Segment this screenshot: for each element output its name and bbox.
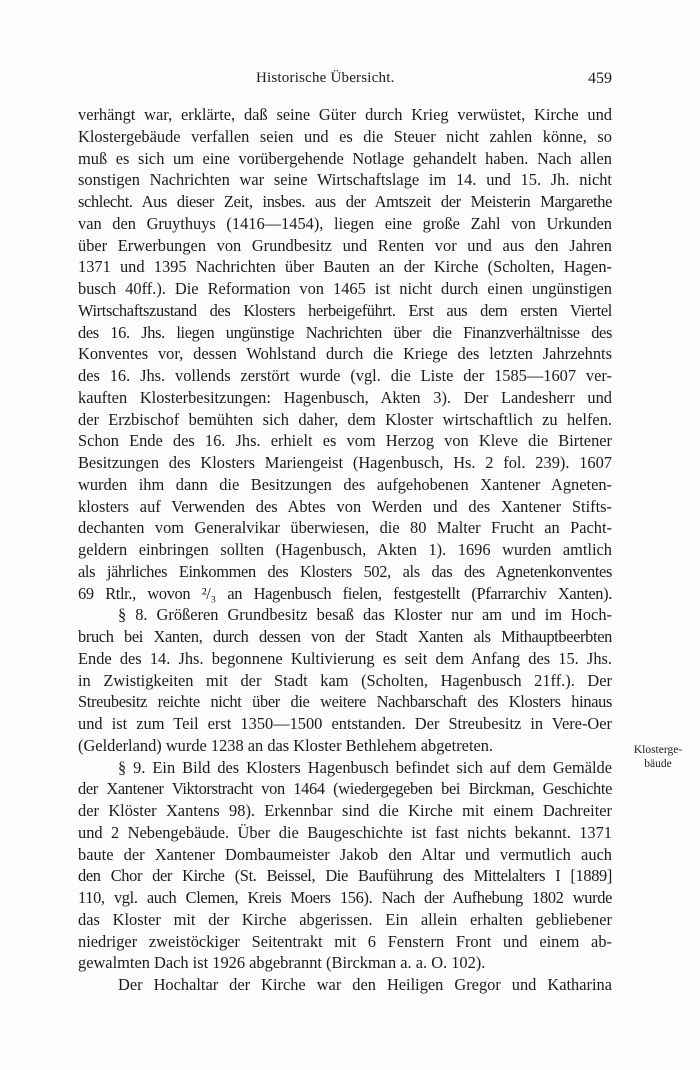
text-line: Ende des 14. Jhs. begonnene Kultivierung es seit dem Anfang des 15. Jhs. <box>78 648 612 668</box>
text-line: 110, vgl. auch Clemen, Kreis Moers 156). Nach der Aufhebung 1802 wurde <box>78 888 612 907</box>
marginal-note <box>622 743 694 771</box>
text-line: dechanten vom Generalvikar überwiesen, die 80 Malter Frucht an Pacht- <box>78 518 612 538</box>
text-line: Streubesitz reichte nicht über die weitere Nachbarschaft des Klosters hinaus <box>78 692 612 712</box>
text-line: Wirtschaftszustand des Klosters herbeigeführt. Erst aus dem ersten Viertel <box>78 300 612 320</box>
text-line: wurden ihm dann die Besitzungen des aufgehobenen Xantener Agneten- <box>78 474 612 494</box>
text-line: über Erwerbungen von Grundbesitz und Renten vor und aus den Jahren <box>78 235 612 255</box>
text-line: klosters auf Verwenden des Abtes von Werden und des Xantener Stifts- <box>78 496 612 516</box>
text-line: des 16. Jhs. liegen ungünstige Nachrichten über die Finanzverhältnisse des <box>78 322 612 342</box>
paragraph-start-line: § 8. Größeren Grundbesitz besaß das Kloster nur am und im Hoch- <box>118 605 612 625</box>
text-line: der Klöster Xantens 98). Erkennbar sind die Kirche mit einem Dachreiter <box>78 801 612 820</box>
text-line: 69 Rtlr., wovon ²/₃ an Hagenbusch fielen, festgestellt (Pfarrarchiv Xanten). <box>78 583 612 603</box>
text-line: Besitzungen des Klosters Mariengeist (Hagenbusch, Hs. 2 fol. 239). 1607 <box>78 453 612 472</box>
text-line: des 16. Jhs. vollends zerstört wurde (vgl. die Liste der 1585—1607 ver- <box>78 366 612 385</box>
text-line: das Kloster mit der Kirche abgerissen. Ein allein erhalten gebliebener <box>78 909 612 929</box>
page-number: 459 <box>588 70 612 87</box>
text-line: 1371 und 1395 Nachrichten über Bauten an der Kirche (Scholten, Hagen- <box>78 257 612 277</box>
paragraph-start-line: § 9. Ein Bild des Klosters Hagenbusch befindet sich auf dem Gemälde <box>118 757 612 777</box>
text-line: und ist zum Teil erst 1350—1500 entstanden. Der Streubesitz in Vere-Oer <box>78 714 612 733</box>
text-line: Schon Ende des 16. Jhs. erhielt es vom Herzog von Kleve die Birtener <box>78 431 612 451</box>
marginal-note-line: bäude <box>644 758 672 770</box>
text-line: geldern einbringen sollten (Hagenbusch, Akten 1). 1696 wurden amtlich <box>78 540 612 559</box>
text-line: kauften Klosterbesitzungen: Hagenbusch, Akten 3). Der Landesherr und <box>78 387 612 407</box>
paragraph-start-line: Der Hochaltar der Kirche war den Heiligen Gregor und Katharina <box>118 975 612 994</box>
text-line: Konventes vor, dessen Wohlstand durch die Kriege des letzten Jahrzehnts <box>78 344 612 364</box>
text-line: der Xantener Viktorstracht von 1464 (wiedergegeben bei Birckman, Geschichte <box>78 779 612 799</box>
text-line: sonstigen Nachrichten war seine Wirtschaftslage im 14. und 15. Jh. nicht <box>78 170 612 190</box>
marginal-note-line: Klosterge- <box>633 744 683 756</box>
text-line: verhängt war, erklärte, daß seine Güter durch Krieg verwüstet, Kirche und <box>78 105 612 124</box>
text-line: niedriger zweistöckiger Seitentrakt mit 6 Fenstern Front und einem ab- <box>78 931 612 951</box>
text-line: muß es sich um eine vorübergehende Notlage gehandelt haben. Nach allen <box>78 148 612 168</box>
text-line: baute der Xantener Dombaumeister Jakob den Altar und vermutlich auch <box>78 844 612 864</box>
text-line: van den Gruythuys (1416—1454), liegen eine große Zahl von Urkunden <box>78 213 612 233</box>
text-line: Klostergebäude verfallen seien und es die Steuer nicht zahlen könne, so <box>78 126 612 146</box>
text-line: busch 40ff.). Die Reformation von 1465 ist nicht durch einen ungünstigen <box>78 279 612 298</box>
paragraph-end-line: gewalmten Dach ist 1926 abgebrannt (Birckman a. a. O. 102). <box>78 953 486 973</box>
text-line: und 2 Nebengebäude. Über die Baugeschichte ist fast nichts bekannt. 1371 <box>78 822 612 842</box>
text-line: bruch bei Xanten, durch dessen von der Stadt Xanten als Mithauptbeerbten <box>78 627 612 646</box>
running-title: Historische Übersicht. <box>256 70 395 86</box>
text-line: der Erzbischof bemühten sich daher, dem Kloster wirtschaftlich zu helfen. <box>78 409 612 429</box>
text-line: den Chor der Kirche (St. Beissel, Die Bauführung des Mittelalters I [1889] <box>78 866 612 886</box>
text-line: schlecht. Aus dieser Zeit, insbes. aus der Amtszeit der Meisterin Margarethe <box>78 192 612 211</box>
body-text <box>78 104 612 996</box>
paragraph-end-line: (Gelderland) wurde 1238 an das Kloster Bethlehem abgetreten. <box>78 735 494 755</box>
running-header <box>78 70 612 92</box>
text-line: in Zwistigkeiten mit der Stadt kam (Scholten, Hagenbusch 21ff.). Der <box>78 670 612 690</box>
text-line: als jährliches Einkommen des Klosters 502, als das des Agnetenkonventes <box>78 561 612 581</box>
